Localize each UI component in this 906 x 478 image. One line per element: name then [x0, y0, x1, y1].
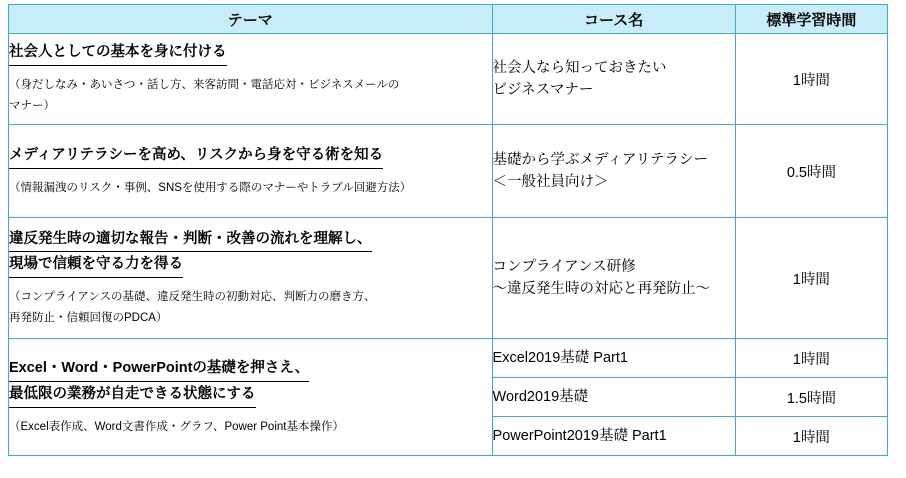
course-cell: Excel2019基礎 Part1: [492, 339, 735, 378]
theme-description: （情報漏洩のリスク・事例、SNSを使用する際のマナーやトラブル回避方法）: [9, 181, 412, 194]
course-cell: 基礎から学ぶメディアリテラシー ＜一般社員向け＞: [492, 125, 735, 218]
hours-cell: 0.5時間: [735, 125, 887, 218]
theme-description: （コンプライアンスの基礎、違反発生時の初動対応、判断力の磨き方、 再発防止・信頼回復のPDCA）: [9, 290, 376, 325]
hours-cell: 1時間: [735, 339, 887, 378]
course-cell: 社会人なら知っておきたい ビジネスマナー: [492, 34, 735, 125]
table-row: [9, 34, 888, 125]
theme-title: 社会人としての基本を身に付ける: [9, 40, 492, 66]
table-body: [9, 34, 888, 456]
course-cell: コンプライアンス研修 ～違反発生時の対応と再発防止～: [492, 218, 735, 339]
hours-cell: 1時間: [735, 218, 887, 339]
theme-title: Excel・Word・PowerPointの基礎を押さえ、 最低限の業務が自走できる状態にする: [9, 356, 492, 407]
hours-cell: 1.5時間: [735, 378, 887, 417]
table-header-row: [9, 5, 888, 34]
theme-cell: [9, 34, 493, 125]
theme-cell: [9, 339, 493, 456]
course-cell: Word2019基礎: [492, 378, 735, 417]
course-cell: PowerPoint2019基礎 Part1: [492, 417, 735, 456]
hours-cell: 1時間: [735, 34, 887, 125]
column-header-hours: 標準学習時間: [735, 5, 887, 34]
hours-cell: 1時間: [735, 417, 887, 456]
theme-cell: [9, 218, 493, 339]
table-row: [9, 218, 888, 339]
theme-title: 違反発生時の適切な報告・判断・改善の流れを理解し、 現場で信頼を守る力を得る: [9, 227, 492, 278]
theme-description: （Excel表作成、Word文書作成・グラフ、Power Point基本操作）: [9, 420, 344, 433]
column-header-theme: テーマ: [9, 5, 493, 34]
table-header: [9, 5, 888, 34]
theme-description: （身だしなみ・あいさつ・話し方、来客訪問・電話応対・ビジネスメールの マナー）: [9, 79, 400, 113]
table-row: [9, 339, 888, 378]
table-row: [9, 125, 888, 218]
curriculum-table: [8, 4, 888, 456]
column-header-course: コース名: [492, 5, 735, 34]
theme-cell: [9, 125, 493, 218]
theme-title: メディアリテラシーを高め、リスクから身を守る術を知る: [9, 143, 492, 169]
